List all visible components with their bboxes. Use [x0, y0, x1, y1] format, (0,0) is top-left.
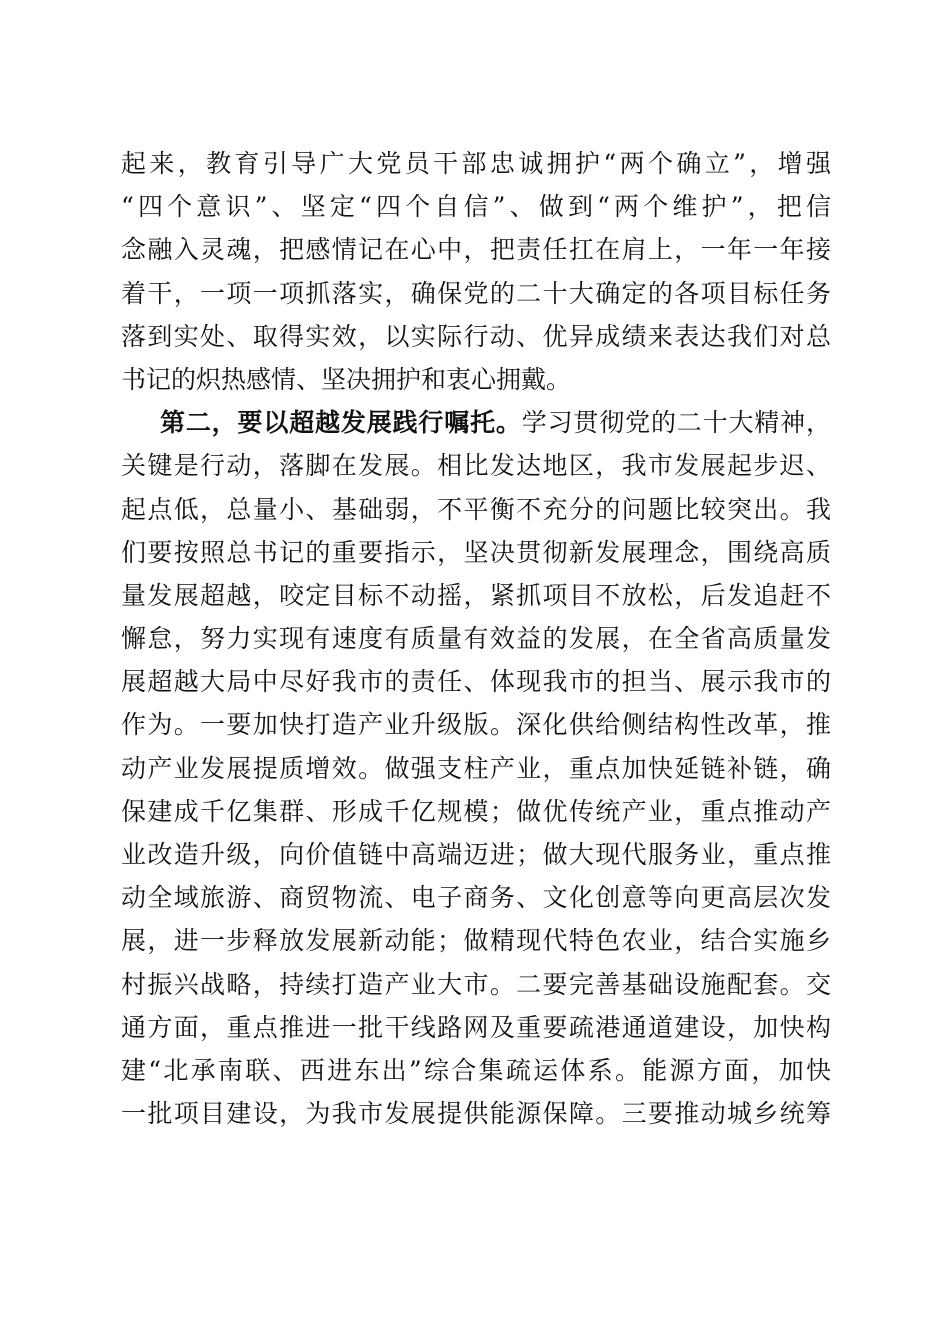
text-line: 落到实处、取得实效，以实际行动、优异成绩来表达我们对总 [121, 321, 831, 351]
text-line: 业改造升级，向价值链中高端迈进；做大现代服务业，重点推 [121, 840, 831, 869]
text-line: 书记的炽热感情、坚决拥护和衷心拥戴。 [121, 364, 572, 394]
text-line: 村振兴战略，持续打造产业大市。二要完善基础设施配套。交 [121, 969, 831, 999]
text-line: 保建成千亿集群、形成千亿规模；做优传统产业，重点推动产 [121, 796, 831, 826]
body-text [121, 142, 831, 1135]
text-line: 着干，一项一项抓落实，确保党的二十大确定的各项目标任务 [121, 278, 831, 308]
text-line: 展，进一步释放发展新动能；做精现代特色农业，结合实施乡 [121, 926, 831, 956]
text-line: 量发展超越，咬定目标不动摇，紧抓项目不放松，后发追赶不 [121, 580, 831, 610]
paragraph-1 [121, 142, 831, 401]
text-line: 们要按照总书记的重要指示，坚决贯彻新发展理念，围绕高质 [121, 537, 831, 567]
text-line: 起来，教育引导广大党员干部忠诚拥护“两个确立”，增强 [121, 149, 831, 178]
paragraph-2 [121, 401, 831, 1135]
text-line: 懈怠，努力实现有速度有质量有效益的发展，在全省高质量发 [121, 624, 831, 654]
text-line: 动产业发展提质增效。做强支柱产业，重点加快延链补链，确 [121, 753, 831, 783]
text-line: 念融入灵魂，把感情记在心中，把责任扛在肩上，一年一年接 [121, 235, 831, 265]
text-line: 一批项目建设，为我市发展提供能源保障。三要推动城乡统筹 [121, 1099, 831, 1129]
text-fragment: 学习贯彻党的二十大精神， [521, 408, 831, 438]
text-line: 动全域旅游、商贸物流、电子商务、文化创意等向更高层次发 [121, 883, 831, 913]
section-heading: 第二，要以超越发展践行嘱托。 [160, 408, 522, 438]
text-line: 展超越大局中尽好我市的责任、体现我市的担当、展示我市的 [121, 667, 831, 697]
text-line: 通方面，重点推进一批干线路网及重要疏港通道建设，加快构 [121, 1012, 831, 1042]
text-line: “四个意识”、坚定“四个自信”、做到“两个维护”，把信 [121, 192, 831, 222]
text-line: 关键是行动，落脚在发展。相比发达地区，我市发展起步迟、 [121, 451, 831, 481]
text-line: 起点低，总量小、基础弱，不平衡不充分的问题比较突出。我 [121, 494, 831, 524]
text-line: 作为。一要加快打造产业升级版。深化供给侧结构性改革，推 [121, 710, 831, 740]
text-line: 建“北承南联、西进东出”综合集疏运体系。能源方面，加快 [121, 1055, 831, 1085]
paragraph-2-first-line [121, 401, 831, 444]
